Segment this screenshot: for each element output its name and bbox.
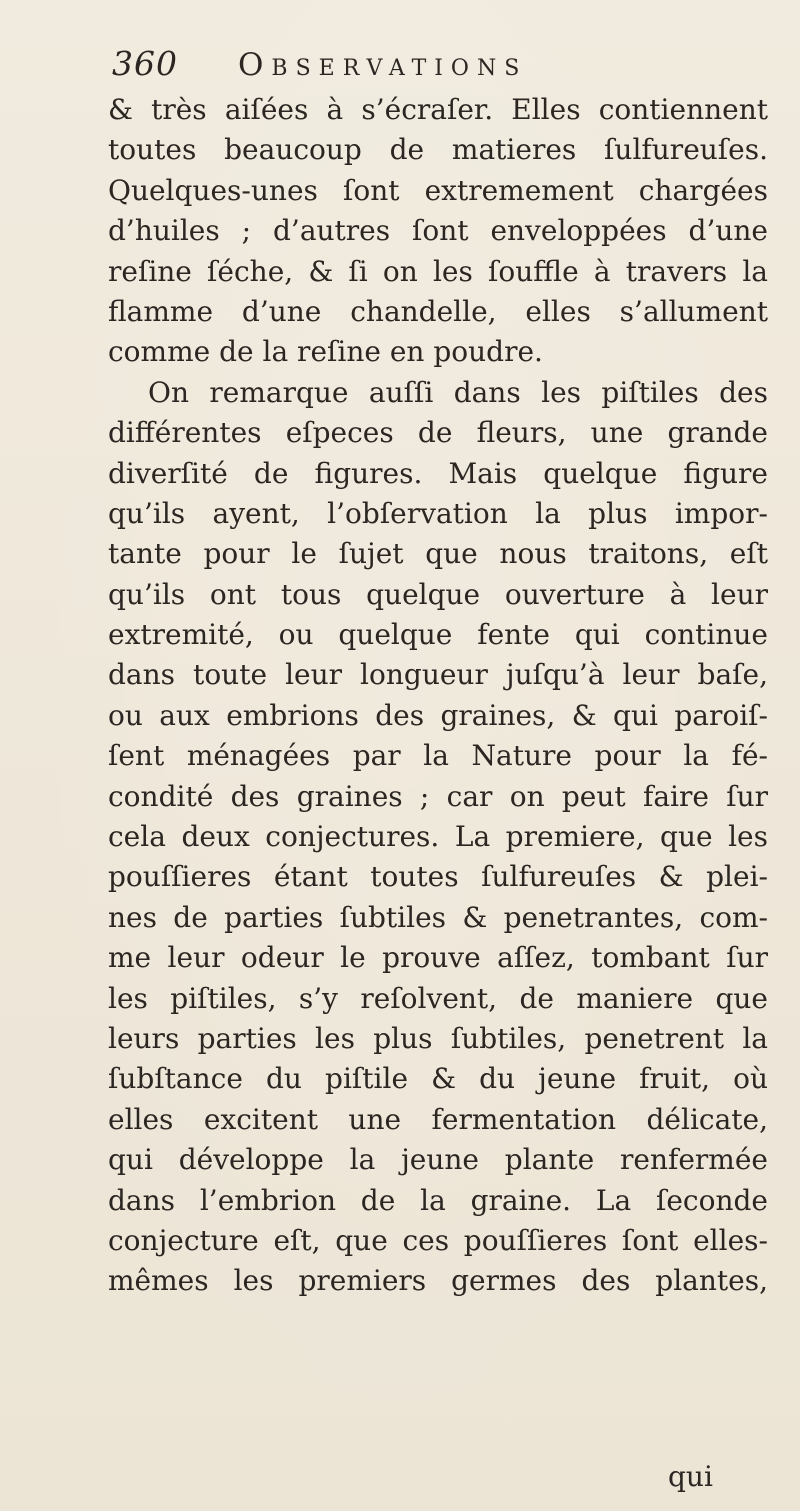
text-line: qu’ils ayent, l’obſervation la plus impor- <box>108 496 768 530</box>
text-line: dans l’embrion de la graine. La ſeconde <box>108 1183 768 1217</box>
body-text <box>108 90 768 1302</box>
text-line: différentes eſpeces de fleurs, une grande <box>108 416 768 450</box>
text-line: comme de la reſine en poudre. <box>108 335 543 369</box>
text-line: dans toute leur longueur juſqu’à leur baſe, <box>108 658 768 692</box>
text-line: flamme d’une chandelle, elles s’allument <box>108 294 768 328</box>
text-line: & très aiſées à s’écraſer. Elles contiennent <box>108 93 768 126</box>
text-line: ſubſtance du piſtile & du jeune fruit, où <box>108 1062 768 1096</box>
text-line: toutes beaucoup de matieres ſulfureuſes. <box>108 133 768 167</box>
text-line: elles excitent une fermentation délicate, <box>108 1102 768 1136</box>
text-line: ſent ménagées par la Nature pour la fé- <box>108 739 768 773</box>
text-line: nes de parties ſubtiles & penetrantes, com- <box>108 900 768 934</box>
text-line: me leur odeur le prouve aſſez, tombant ſur <box>108 941 768 975</box>
paragraph-2 <box>108 373 768 1302</box>
text-line: qui développe la jeune plante renfermée <box>108 1143 768 1177</box>
text-line: extremité, ou quelque fente qui continue <box>108 618 768 652</box>
text-line: On remarque auſſi dans les piſtiles des <box>148 375 768 409</box>
running-head: Observations <box>238 47 528 83</box>
text-line: pouſſieres étant toutes ſulfureuſes & plei- <box>108 860 768 894</box>
text-line: qu’ils ont tous quelque ouverture à leur <box>108 577 768 611</box>
text-line: Quelques-unes ſont extremement chargées <box>108 173 768 207</box>
text-line: mêmes les premiers germes des plantes, <box>108 1264 768 1298</box>
text-line: condité des graines ; car on peut faire ſur <box>108 779 768 813</box>
text-line: diverſité de figures. Mais quelque figure <box>108 456 768 490</box>
page-number: 360 <box>112 44 178 83</box>
text-line: d’huiles ; d’autres ſont enveloppées d’une <box>108 214 768 248</box>
page-header <box>112 44 527 83</box>
text-line: reſine ſéche, & ſi on les ſouffle à travers la <box>108 254 768 288</box>
text-line: les piſtiles, s’y reſolvent, de maniere que <box>108 981 768 1015</box>
text-line: leurs parties les plus ſubtiles, penetrent la <box>108 1021 768 1055</box>
text-line: conjecture eſt, que ces pouſſieres ſont elles- <box>108 1223 768 1257</box>
text-line: cela deux conjectures. La premiere, que les <box>108 820 768 854</box>
text-line: tante pour le ſujet que nous traitons, eſt <box>108 537 768 571</box>
catchword: qui <box>668 1460 713 1493</box>
text-line: ou aux embrions des graines, & qui paroiſ- <box>108 698 768 732</box>
paragraph-1 <box>108 90 768 373</box>
